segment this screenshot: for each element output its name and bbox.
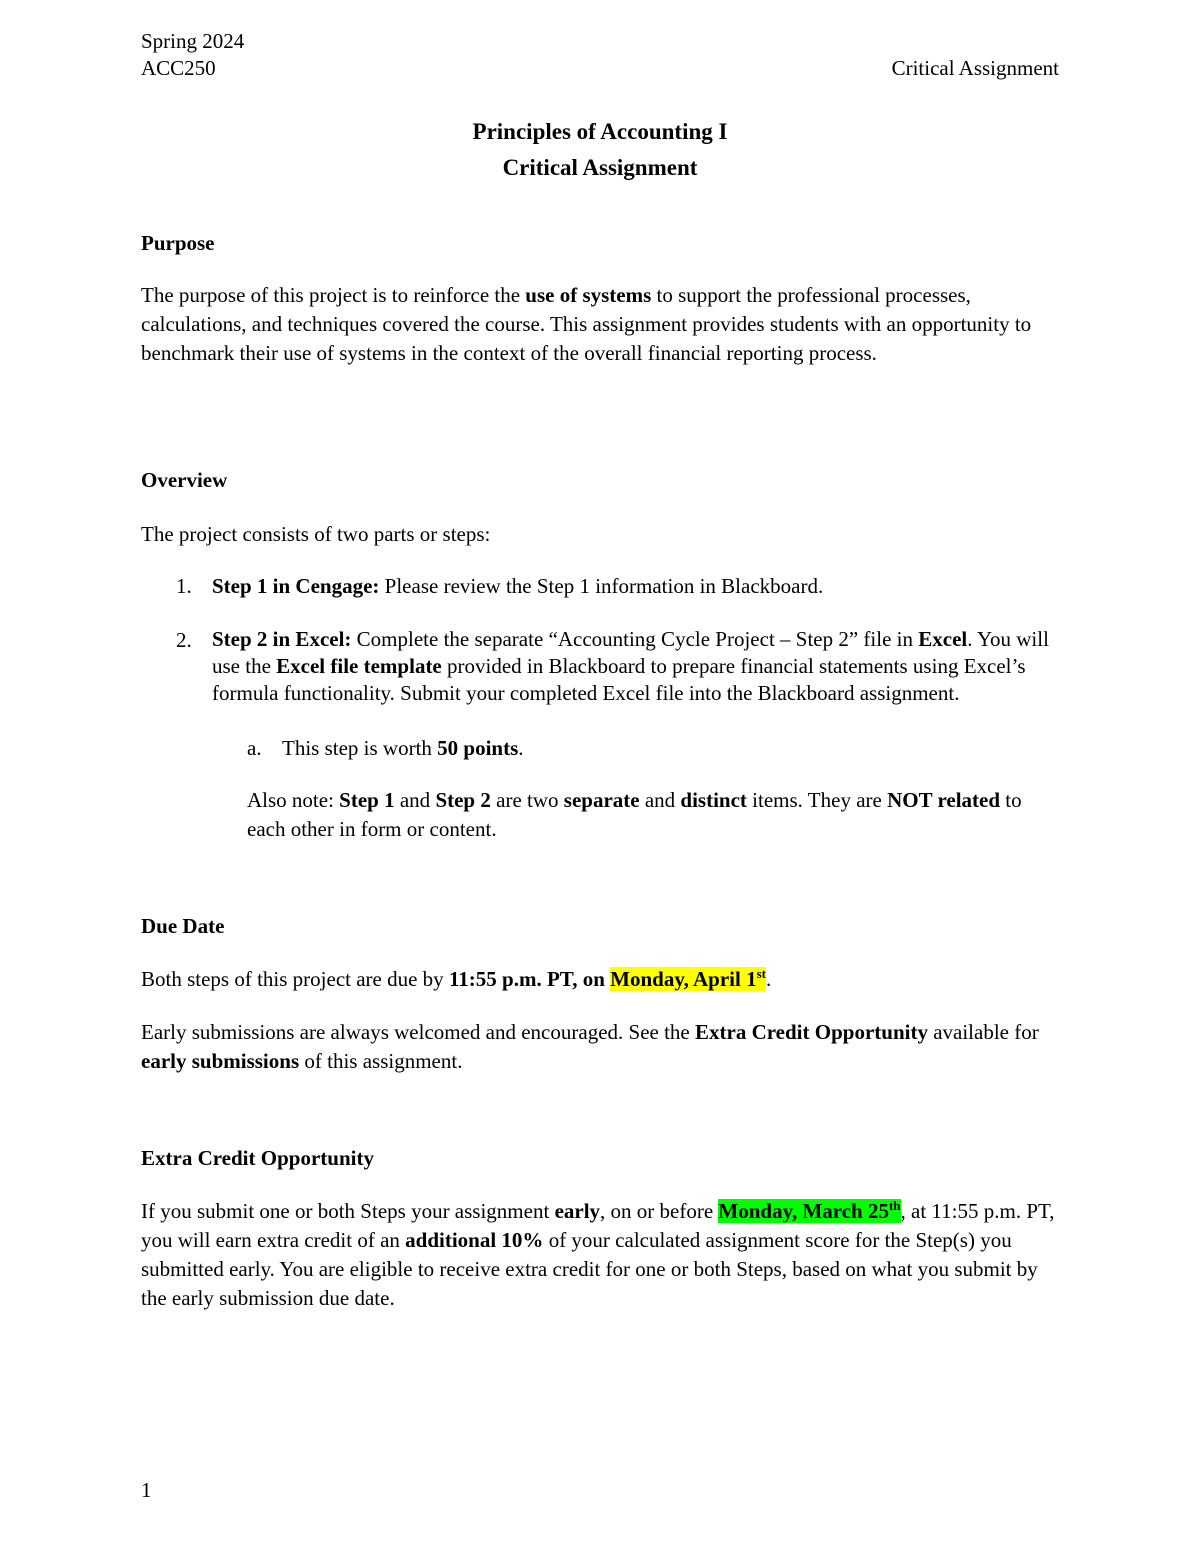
sub-item-points: This step is worth 50 points. (282, 736, 524, 760)
overview-heading: Overview (141, 468, 228, 492)
page-number: 1 (141, 1478, 152, 1502)
overview-note: Also note: Step 1 and Step 2 are two separate and distinct items. They are NOT related to each other in form or content. (247, 788, 1022, 841)
step1-number: 1. (176, 574, 192, 598)
purpose-heading: Purpose (141, 231, 215, 255)
due-date-heading: Due Date (141, 914, 225, 938)
header-semester: Spring 2024 (141, 29, 245, 53)
step2-item: Step 2 in Excel: Complete the separate “Accounting Cycle Project – Step 2” file in Excel. You will use the Excel file template provided in Blackboard to prepare financial statements using Excel’s formula functionality. Submit your completed Excel file into the Blackboard assignment. (212, 627, 1049, 705)
overview-intro: The project consists of two parts or steps: (141, 522, 491, 546)
due-date-highlight: Monday, April 1st (610, 966, 766, 991)
page-subtitle: Critical Assignment (502, 155, 698, 180)
page-title: Principles of Accounting I (472, 119, 728, 144)
step2-number: 2. (176, 628, 192, 652)
early-submissions-paragraph: Early submissions are always welcomed and encouraged. See the Extra Credit Opportunity available for early submissions of this assignment. (141, 1020, 1039, 1073)
sub-item-letter: a. (247, 736, 262, 760)
header-course: ACC250 (141, 56, 216, 80)
extra-credit-heading: Extra Credit Opportunity (141, 1146, 374, 1170)
extra-credit-paragraph: If you submit one or both Steps your assignment early, on or before Monday, March 25th, at 11:55 p.m. PT, you will earn extra credit of an additional 10% of your calculated assignment score for the Step(s) you submitted early. You are eligible to receive extra credit for one or both Steps, based on what you submit by the early submission due date. (141, 1198, 1055, 1310)
early-date-highlight: Monday, March 25th (718, 1198, 901, 1223)
purpose-paragraph: The purpose of this project is to reinforce the use of systems to support the professional processes, calculations, and techniques covered the course. This assignment provides students with an opportunity to benchmark their use of systems in the context of the overall financial reporting process. (141, 283, 1032, 365)
step1-item: Step 1 in Cengage: Please review the Step 1 information in Blackboard. (212, 574, 824, 598)
due-date-paragraph: Both steps of this project are due by 11:55 p.m. PT, on Monday, April 1st. (141, 966, 772, 991)
header-doc-type: Critical Assignment (891, 56, 1059, 80)
